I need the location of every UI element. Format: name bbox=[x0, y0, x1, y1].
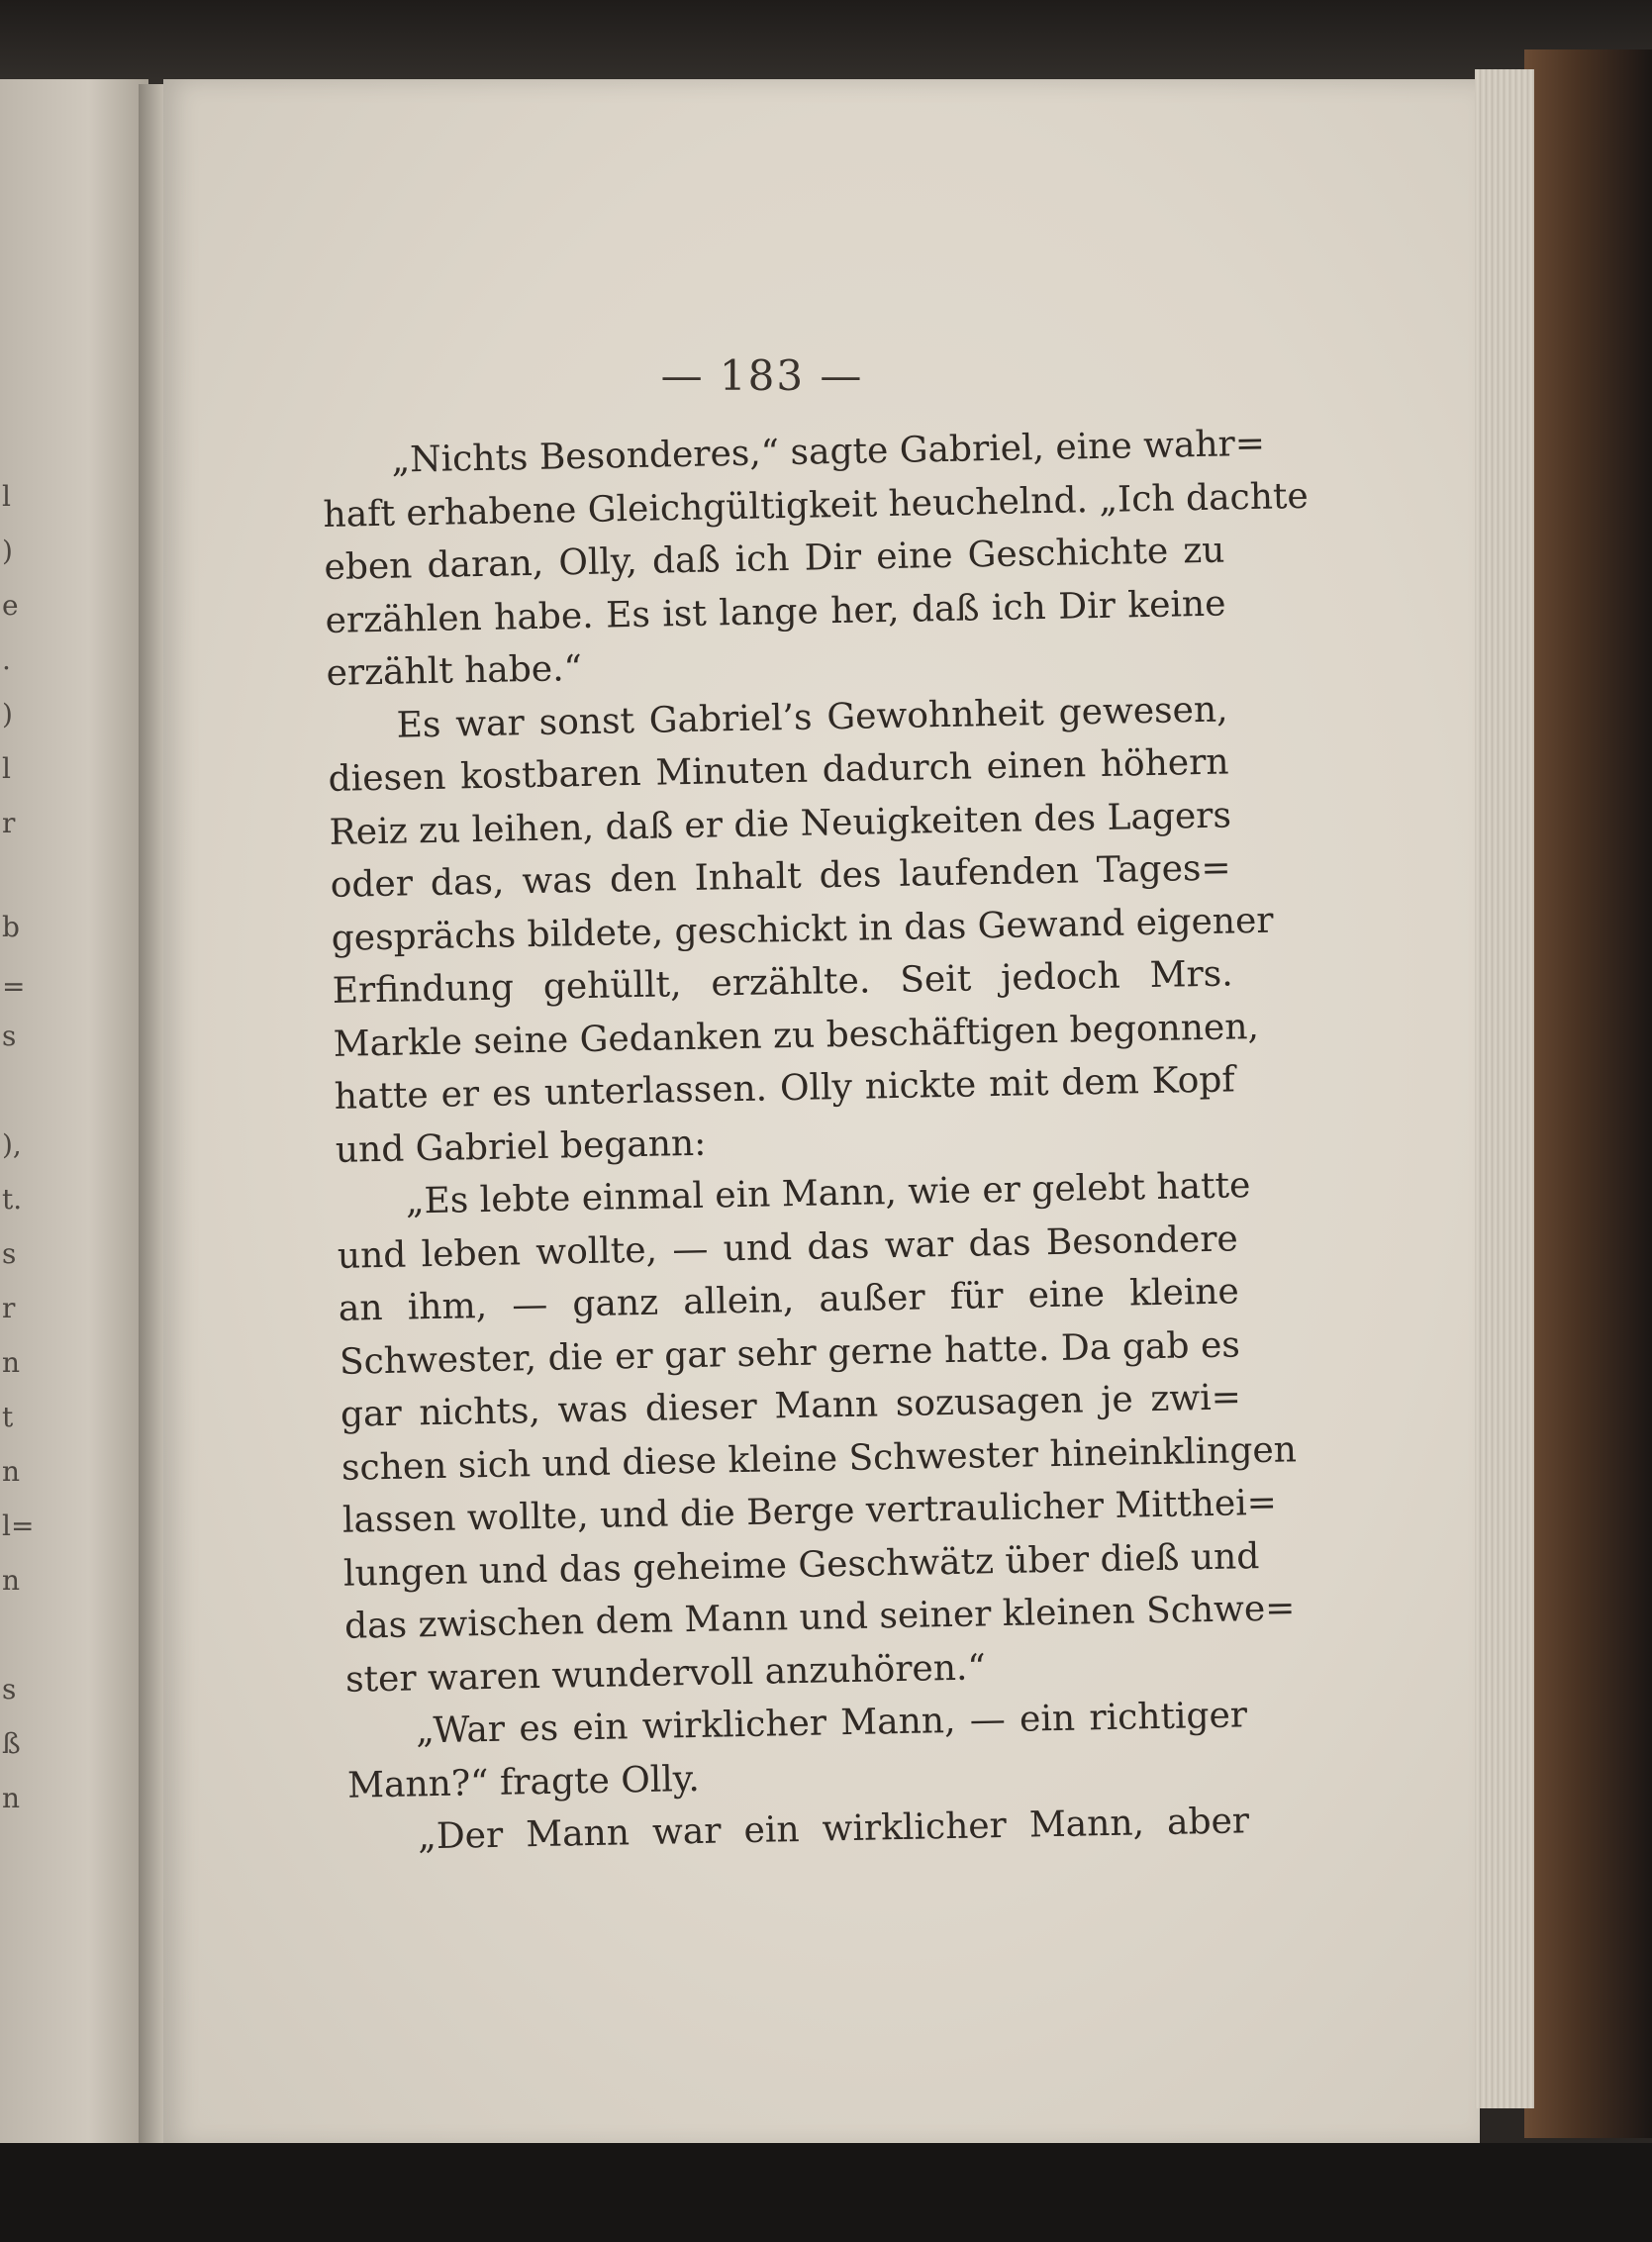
left-page-text-fragment: l bbox=[2, 752, 11, 785]
text-line: Mann?“ fragte Olly. bbox=[346, 1758, 701, 1806]
left-page bbox=[0, 79, 148, 2188]
page-edges bbox=[1475, 69, 1534, 2108]
left-page-text-fragment: n bbox=[2, 1782, 21, 1814]
left-page-text-fragment: r bbox=[2, 807, 16, 839]
text-line: und Gabriel begann: bbox=[335, 1122, 707, 1171]
left-page-text-fragment: s bbox=[2, 1237, 17, 1270]
text-line: Schwester, die er gar sehr gerne hatte. Da gab es bbox=[339, 1323, 1241, 1383]
text-line: schen sich und diese kleine Schwester hineinklingen bbox=[340, 1428, 1298, 1489]
left-page-text-fragment: n bbox=[2, 1346, 21, 1379]
text-line: lungen und das geheime Geschwätz über dieß und bbox=[342, 1535, 1260, 1595]
text-line: erzählt habe.“ bbox=[326, 647, 583, 694]
text-line: „Es lebte einmal ein Mann, wie er gelebt hatte bbox=[405, 1165, 1251, 1222]
text-line: lassen wollte, und die Berge vertraulicher Mitthei= bbox=[341, 1482, 1278, 1541]
page-number: — 183 — bbox=[660, 351, 864, 400]
left-page-text-fragment: ) bbox=[2, 698, 13, 731]
left-page-text-fragment: . bbox=[2, 643, 11, 676]
text-line: „Nichts Besonderes,“ sagte Gabriel, eine wahr= bbox=[391, 423, 1266, 481]
text-line: Markle seine Gedanken zu beschäftigen begonnen, bbox=[333, 1006, 1260, 1065]
left-page-text-fragment: n bbox=[2, 1564, 21, 1597]
text-line: oder das, was den Inhalt des laufenden Tages= bbox=[330, 847, 1231, 906]
left-page-text-fragment: t. bbox=[2, 1183, 23, 1216]
left-page-text-fragment: l= bbox=[2, 1510, 35, 1542]
left-page-text-fragment: n bbox=[2, 1455, 21, 1488]
body-text bbox=[322, 419, 1310, 1866]
text-line: „War es ein wirklicher Mann, — ein richtiger bbox=[415, 1695, 1248, 1752]
text-line: ster waren wundervoll anzuhören.“ bbox=[344, 1646, 987, 1701]
text-line: eben daran, Olly, daß ich Dir eine Geschichte zu bbox=[324, 530, 1225, 588]
text-line: Reiz zu leihen, daß er die Neuigkeiten des Lagers bbox=[329, 794, 1232, 853]
text-line: das zwischen dem Mann und seiner kleinen Schwe= bbox=[343, 1588, 1296, 1647]
background-bottom bbox=[0, 2143, 1652, 2242]
text-line: Erfindung gehüllt, erzählte. Seit jedoch Mrs. bbox=[332, 953, 1234, 1012]
text-line: an ihm, — ganz allein, außer für eine kleine bbox=[338, 1271, 1240, 1329]
left-page-text-fragment: l bbox=[2, 480, 11, 513]
left-page-text-fragment: ß bbox=[2, 1727, 21, 1760]
text-line: „Der Mann war ein wirklicher Mann, aber bbox=[417, 1801, 1250, 1858]
text-line: gar nichts, was dieser Mann sozusagen je zwi= bbox=[340, 1377, 1242, 1435]
background-top bbox=[0, 0, 1652, 89]
text-line: haft erhabene Gleichgültigkeit heuchelnd. „Ich dachte bbox=[323, 475, 1310, 536]
text-line: und leben wollte, — und das war das Besondere bbox=[337, 1218, 1239, 1277]
left-page-text-fragment: ), bbox=[2, 1128, 22, 1161]
left-page-text-fragment: = bbox=[2, 970, 26, 1003]
text-line: diesen kostbaren Minuten dadurch einen höhern bbox=[328, 741, 1229, 800]
left-page-text-fragment: ) bbox=[2, 535, 13, 567]
left-page-text-fragment: s bbox=[2, 1673, 17, 1706]
left-page-text-fragment: r bbox=[2, 1292, 16, 1324]
left-page-text-fragment: e bbox=[2, 589, 19, 622]
book-cover-edge bbox=[1524, 49, 1652, 2138]
text-line: hatte er es unterlassen. Olly nickte mit dem Kopf bbox=[334, 1059, 1236, 1118]
left-page-text-fragment: t bbox=[2, 1401, 14, 1433]
text-line: Es war sonst Gabriel’s Gewohnheit gewesen, bbox=[396, 688, 1228, 746]
left-page-text-fragment: s bbox=[2, 1020, 17, 1052]
text-line: gesprächs bildete, geschickt in das Gewand eigener bbox=[331, 900, 1274, 959]
text-line: erzählen habe. Es ist lange her, daß ich Dir keine bbox=[325, 582, 1226, 641]
left-page-text-fragment: b bbox=[2, 911, 20, 943]
